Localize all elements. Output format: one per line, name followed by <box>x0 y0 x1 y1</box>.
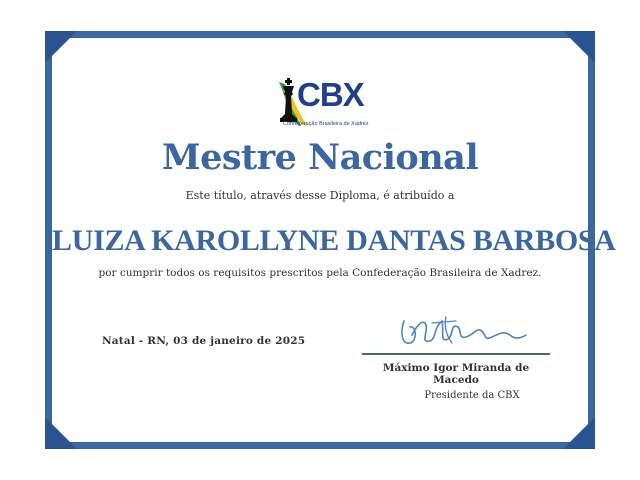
signer-role: Presidente da CBX <box>424 390 520 401</box>
border-corner-top-left <box>45 31 77 63</box>
recipient-name: LUIZA KAROLLYNE DANTAS BARBOSA <box>52 224 616 257</box>
border-corner-bottom-left <box>45 417 77 449</box>
place-date: Natal - RN, 03 de janeiro de 2025 <box>102 335 306 347</box>
diploma-reason: por cumprir todos os requisitos prescritos pela Confederação Brasileira de Xadrez. <box>98 267 542 279</box>
signature-line <box>362 353 550 355</box>
logo-text: CBX <box>297 76 364 113</box>
border-corner-bottom-right <box>563 417 595 449</box>
signature <box>396 313 532 351</box>
border-corner-top-right <box>563 31 595 63</box>
diploma-title: Mestre Nacional <box>161 137 479 178</box>
signer-name: Máximo Igor Miranda de Macedo <box>382 362 530 386</box>
diploma-intro: Este título, através desse Diploma, é atribuído a <box>185 189 455 202</box>
logo-subtitle: Confederação Brasileira de Xadrez <box>283 121 369 127</box>
